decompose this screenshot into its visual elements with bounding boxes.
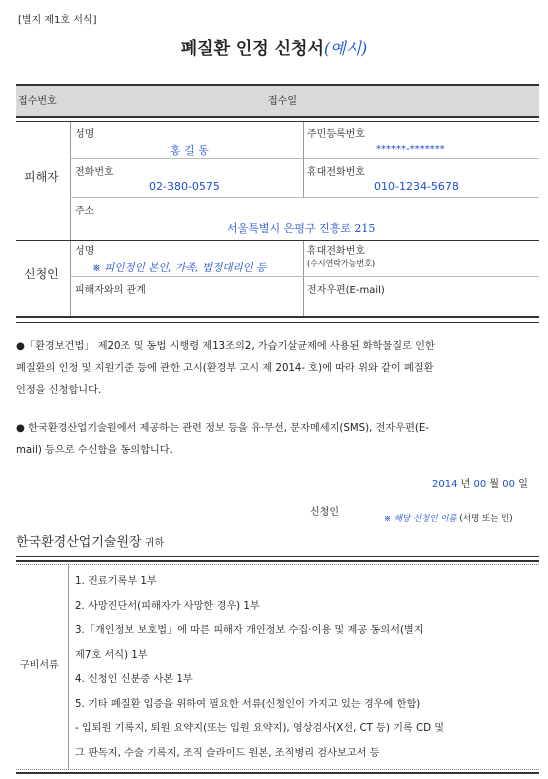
victim-address-value: 서울특별시 은평구 진흥로 215: [227, 222, 376, 235]
document-item: 2. 사망진단서(피해자가 사망한 경우) 1부: [75, 600, 260, 612]
victim-mobile-value: 010-1234-5678: [374, 180, 459, 193]
page-title: [0, 34, 548, 59]
victim-address-label: 주소: [75, 206, 95, 217]
document-item: 1. 진료기록부 1부: [75, 576, 157, 587]
consent-paragraph-1: [16, 336, 435, 402]
document-item: 3.「개인정보 보호법」에 따른 피해자 개인정보 수집·이용 및 제공 동의서(별지: [75, 625, 424, 636]
applicant-section-label: 신청인: [24, 267, 59, 281]
victim-phone-value: 02-380-0575: [149, 180, 220, 193]
date-year-unit: 년: [460, 479, 471, 490]
documents-dotted-top: [16, 564, 539, 565]
documents-top-border-1: [16, 556, 539, 557]
victim-rrn-value: ******-*******: [376, 144, 445, 155]
document-item: - 입퇴원 기록지, 퇴원 요약지(또는 입원 요약지), 영상검사(X선, CT 등) 기록 CD 및: [75, 723, 445, 734]
para2-line2: mail) 등으로 수신함을 동의합니다.: [16, 445, 173, 456]
documents-label: 구비서류: [20, 660, 59, 671]
documents-top-border-2: [16, 560, 539, 562]
document-item: 그 판독지, 수술 기록지, 조직 슬라이드 원본, 조직병리 검사보고서 등: [75, 747, 380, 759]
documents-divider: [68, 565, 69, 769]
victim-bottom-border: [16, 240, 539, 241]
para1-line3: 인정을 신청합니다.: [16, 385, 102, 396]
applicant-bottom-border: [16, 316, 539, 318]
applicant-mobile-label: 휴대전화번호: [307, 246, 365, 257]
applicant-name-label: 성명: [75, 246, 95, 257]
victim-row-sep-2: [70, 197, 539, 198]
applicant-email-label: 전자우편(E-mail): [307, 285, 385, 296]
para1-line1: ●「환경보건법」 제20조 및 동법 시행령 제13조의2, 가습기살균제에 사용된 화학물질로 인한: [16, 341, 435, 352]
receipt-date-label: 접수일: [268, 96, 297, 107]
victim-mid-divider: [303, 122, 304, 197]
title-main: 폐질환 인정 신청서: [180, 39, 324, 59]
victim-section-label: 피해자: [24, 170, 59, 184]
recipient-suffix: 귀하: [144, 538, 165, 549]
victim-phone-label: 전화번호: [75, 167, 114, 178]
title-example: (예시): [323, 39, 368, 58]
form-tag: [별지 제1호 서식]: [18, 15, 97, 26]
date-day-unit: 일: [518, 479, 528, 490]
applicant-row-sep: [70, 276, 539, 277]
application-date: [432, 475, 528, 490]
signature-line: [384, 512, 513, 524]
para1-line2: 폐질환의 인정 및 지원기준 등에 관한 고시(환경부 고시 제 2014- 호)에 따라 위와 같이 폐질환: [16, 363, 434, 374]
document-item: 5. 기타 폐질환 입증을 위하여 필요한 서류(신청인이 가지고 있는 경우에 한함): [75, 698, 421, 710]
date-year: 2014: [432, 479, 458, 490]
receipt-bottom-border: [16, 116, 539, 118]
documents-dotted-bottom: [16, 769, 539, 770]
date-day: 00: [502, 479, 516, 490]
victim-rrn-label: 주민등록번호: [307, 129, 365, 140]
date-month-unit: 월: [489, 479, 500, 490]
victim-divider: [70, 122, 71, 240]
signature-note: ※ 해당 신청인 이름: [384, 514, 457, 524]
consent-paragraph-2: [16, 418, 429, 462]
recipient: [16, 531, 164, 550]
signature-suffix: (서명 또는 인): [459, 514, 513, 524]
date-month: 00: [473, 479, 487, 490]
victim-name-label: 성명: [75, 129, 95, 140]
applicant-mid-divider: [303, 241, 304, 316]
documents-list: [75, 570, 444, 766]
applicant-name-value: ※ 피인정인 본인, 가족, 법정대리인 등: [92, 262, 267, 274]
document-item: 제7호 서식) 1부: [75, 649, 148, 661]
para2-line1: ● 한국환경산업기술원에서 제공하는 관련 정보 등을 유·무선, 문자메세지(SMS), 전자우편(E-: [16, 423, 430, 434]
applicant-divider: [70, 241, 71, 316]
documents-bottom-border: [16, 772, 539, 774]
victim-top-border: [16, 121, 539, 122]
document-item: 4. 신청인 신분증 사본 1부: [75, 674, 193, 685]
applicant-mobile-sub: (수시연락가능번호): [307, 259, 376, 268]
body-top-border: [16, 322, 539, 323]
signature-label: 신청인: [310, 507, 339, 518]
recipient-name: 한국환경산업기술원장: [16, 535, 142, 550]
applicant-relation-label: 피해자와의 관계: [75, 285, 146, 296]
receipt-number-label: 접수번호: [18, 96, 57, 107]
victim-row-sep-1: [70, 158, 539, 159]
victim-name-value: 홍 길 동: [170, 144, 209, 157]
victim-mobile-label: 휴대전화번호: [307, 167, 365, 178]
